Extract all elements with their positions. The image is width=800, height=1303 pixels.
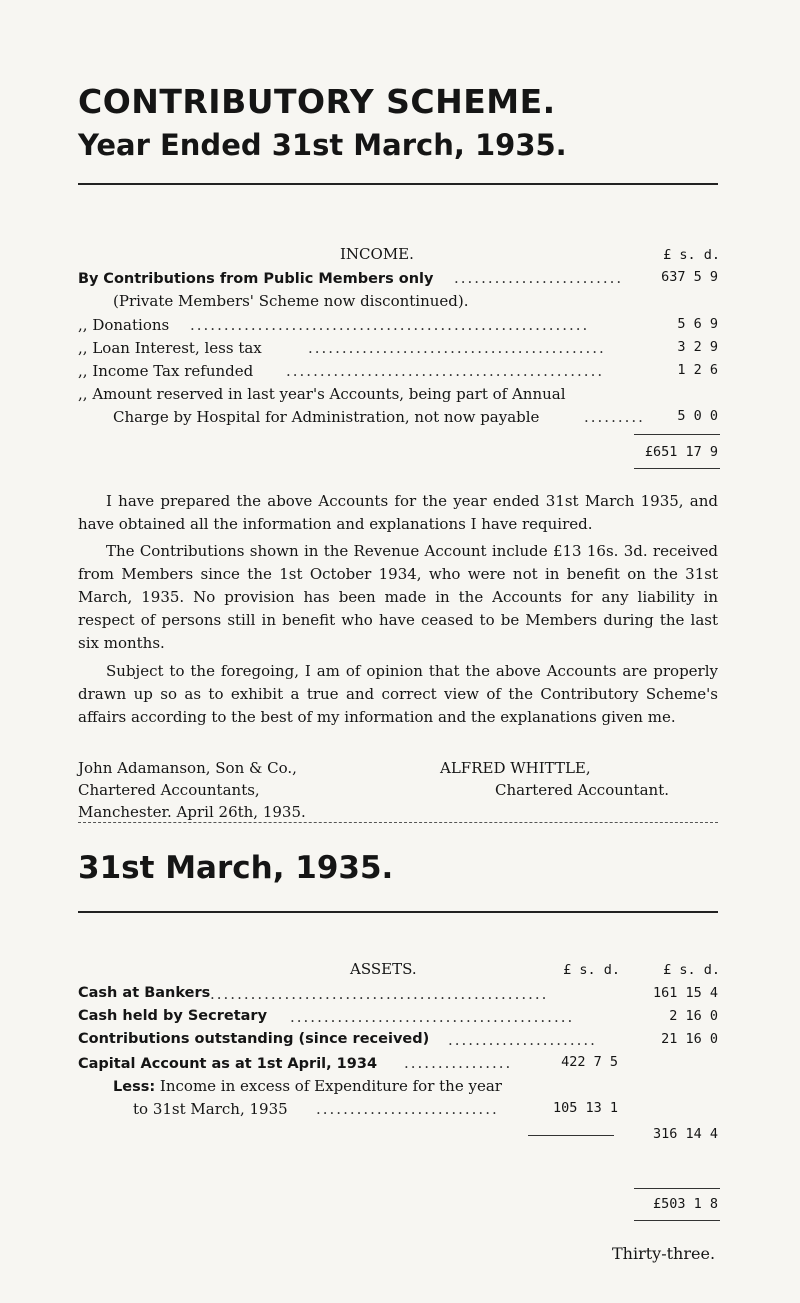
row-label: Loan Interest, less tax [92, 339, 262, 357]
row-amount: 422 7 5 [561, 1054, 618, 1070]
leader-dots: .......................................... [290, 1008, 575, 1026]
row-amount: 5 0 0 [677, 408, 718, 424]
leader-dots: ...................... [448, 1031, 597, 1049]
row-amount: 161 15 4 [652, 985, 718, 1001]
income-row [78, 362, 718, 384]
asset-row [78, 1008, 718, 1030]
assets-header: ASSETS. [350, 960, 417, 978]
row-amount: 21 16 0 [661, 1031, 718, 1047]
leader-dots: ............................................... [286, 362, 605, 380]
page-number: Thirty-three. [612, 1244, 716, 1263]
section-divider [78, 822, 718, 823]
leader-dots: ................ [404, 1054, 513, 1072]
row-amount: 3 2 9 [677, 339, 718, 355]
row-amount: 637 5 9 [661, 269, 718, 285]
row-label: Contributions from Public Members only [103, 271, 434, 287]
leader-dots: .................................................. [210, 985, 549, 1003]
assets-col2-header: £ s. d. [663, 962, 720, 978]
row-amount: 5 6 9 [677, 316, 718, 332]
income-row [78, 269, 718, 291]
signature-left [78, 757, 306, 823]
row-label: to 31st March, 1935 [133, 1100, 288, 1118]
leader-dots: ......................... [454, 269, 624, 287]
leader-dots: ............................................ [308, 339, 606, 357]
signature-line: Manchester. April 26th, 1935. [78, 803, 306, 821]
total-rule-bottom [634, 1220, 720, 1221]
assets-total: £503 1 8 [652, 1196, 718, 1212]
income-row [78, 339, 718, 361]
row-prefix: ,, [78, 385, 88, 403]
asset-row [78, 985, 718, 1007]
row-label: Income in excess of Expenditure for the year [159, 1077, 502, 1095]
report-paragraph: I have prepared the above Accounts for the year ended 31st March 1935, and have obtained all the information and explanations I have required. [78, 492, 718, 533]
row-label: (Private Members' Scheme now discontinued). [113, 292, 469, 310]
total-rule-top [634, 1188, 720, 1189]
row-label: Cash at Bankers [78, 985, 211, 1001]
total-rule-bottom [634, 468, 720, 469]
subtotal-rule [528, 1135, 614, 1136]
total-rule-top [634, 434, 720, 435]
row-amount: 1 2 6 [677, 362, 718, 378]
leader-dots: ......... [584, 408, 645, 426]
signature-line: Chartered Accountants, [78, 781, 260, 799]
leader-dots: ........................... [316, 1100, 499, 1118]
balance-heading-rule [78, 911, 718, 913]
row-amount: 2 16 0 [669, 1008, 718, 1024]
report-paragraph: The Contributions shown in the Revenue Account include £13 16s. 3d. received from Members since the 1st October 1934, who were not in benefit on the 31st March, 1935. No provision has been made in the Accounts for any liability in respect of persons still in benefit who have ceased to be Members during the last six months. [78, 542, 718, 652]
row-prefix: ,, [78, 339, 88, 357]
row-amount: 105 13 1 [552, 1100, 618, 1116]
row-prefix: ,, [78, 362, 88, 380]
report-paragraph: Subject to the foregoing, I am of opinion that the above Accounts are properly drawn up so as to exhibit a true and correct view of the Contributory Scheme's affairs according to the best of my information and the explanations given me. [78, 662, 718, 726]
period-subtitle: Year Ended 31st March, 1935. [78, 128, 567, 162]
row-label: Amount reserved in last year's Accounts, being part of Annual [92, 385, 566, 403]
asset-row [78, 1100, 718, 1122]
row-prefix: Less: [113, 1079, 156, 1095]
signature-right [440, 757, 669, 801]
income-row [78, 316, 718, 338]
row-label: Charge by Hospital for Administration, not now payable [113, 408, 540, 426]
row-label: Cash held by Secretary [78, 1008, 268, 1024]
assets-col1-header: £ s. d. [563, 962, 620, 978]
capital-net-amount: 316 14 4 [652, 1126, 718, 1142]
row-label: Capital Account as at 1st April, 1934 [78, 1056, 378, 1072]
row-label: Donations [92, 316, 170, 334]
row-prefix: By [78, 271, 99, 287]
scheme-title: CONTRIBUTORY SCHEME. [78, 82, 556, 121]
row-label: Income Tax refunded [92, 362, 254, 380]
row-label: Contributions outstanding (since received) [78, 1031, 430, 1047]
income-col-header: £ s. d. [663, 247, 720, 263]
asset-row [78, 1077, 718, 1099]
income-row [78, 408, 718, 430]
row-prefix: ,, [78, 316, 88, 334]
heading-rule [78, 183, 718, 185]
income-header: INCOME. [340, 245, 414, 263]
leader-dots: ........................................................... [190, 316, 590, 334]
asset-row [78, 1031, 718, 1053]
balance-heading: 31st March, 1935. [78, 850, 394, 886]
income-total: £651 17 9 [644, 444, 718, 460]
income-row [78, 385, 718, 407]
income-row [78, 292, 718, 314]
signature-line: Chartered Accountant. [495, 781, 669, 799]
signature-line: ALFRED WHITTLE, [440, 759, 591, 777]
asset-row [78, 1054, 718, 1076]
signature-line: John Adamanson, Son & Co., [78, 759, 297, 777]
